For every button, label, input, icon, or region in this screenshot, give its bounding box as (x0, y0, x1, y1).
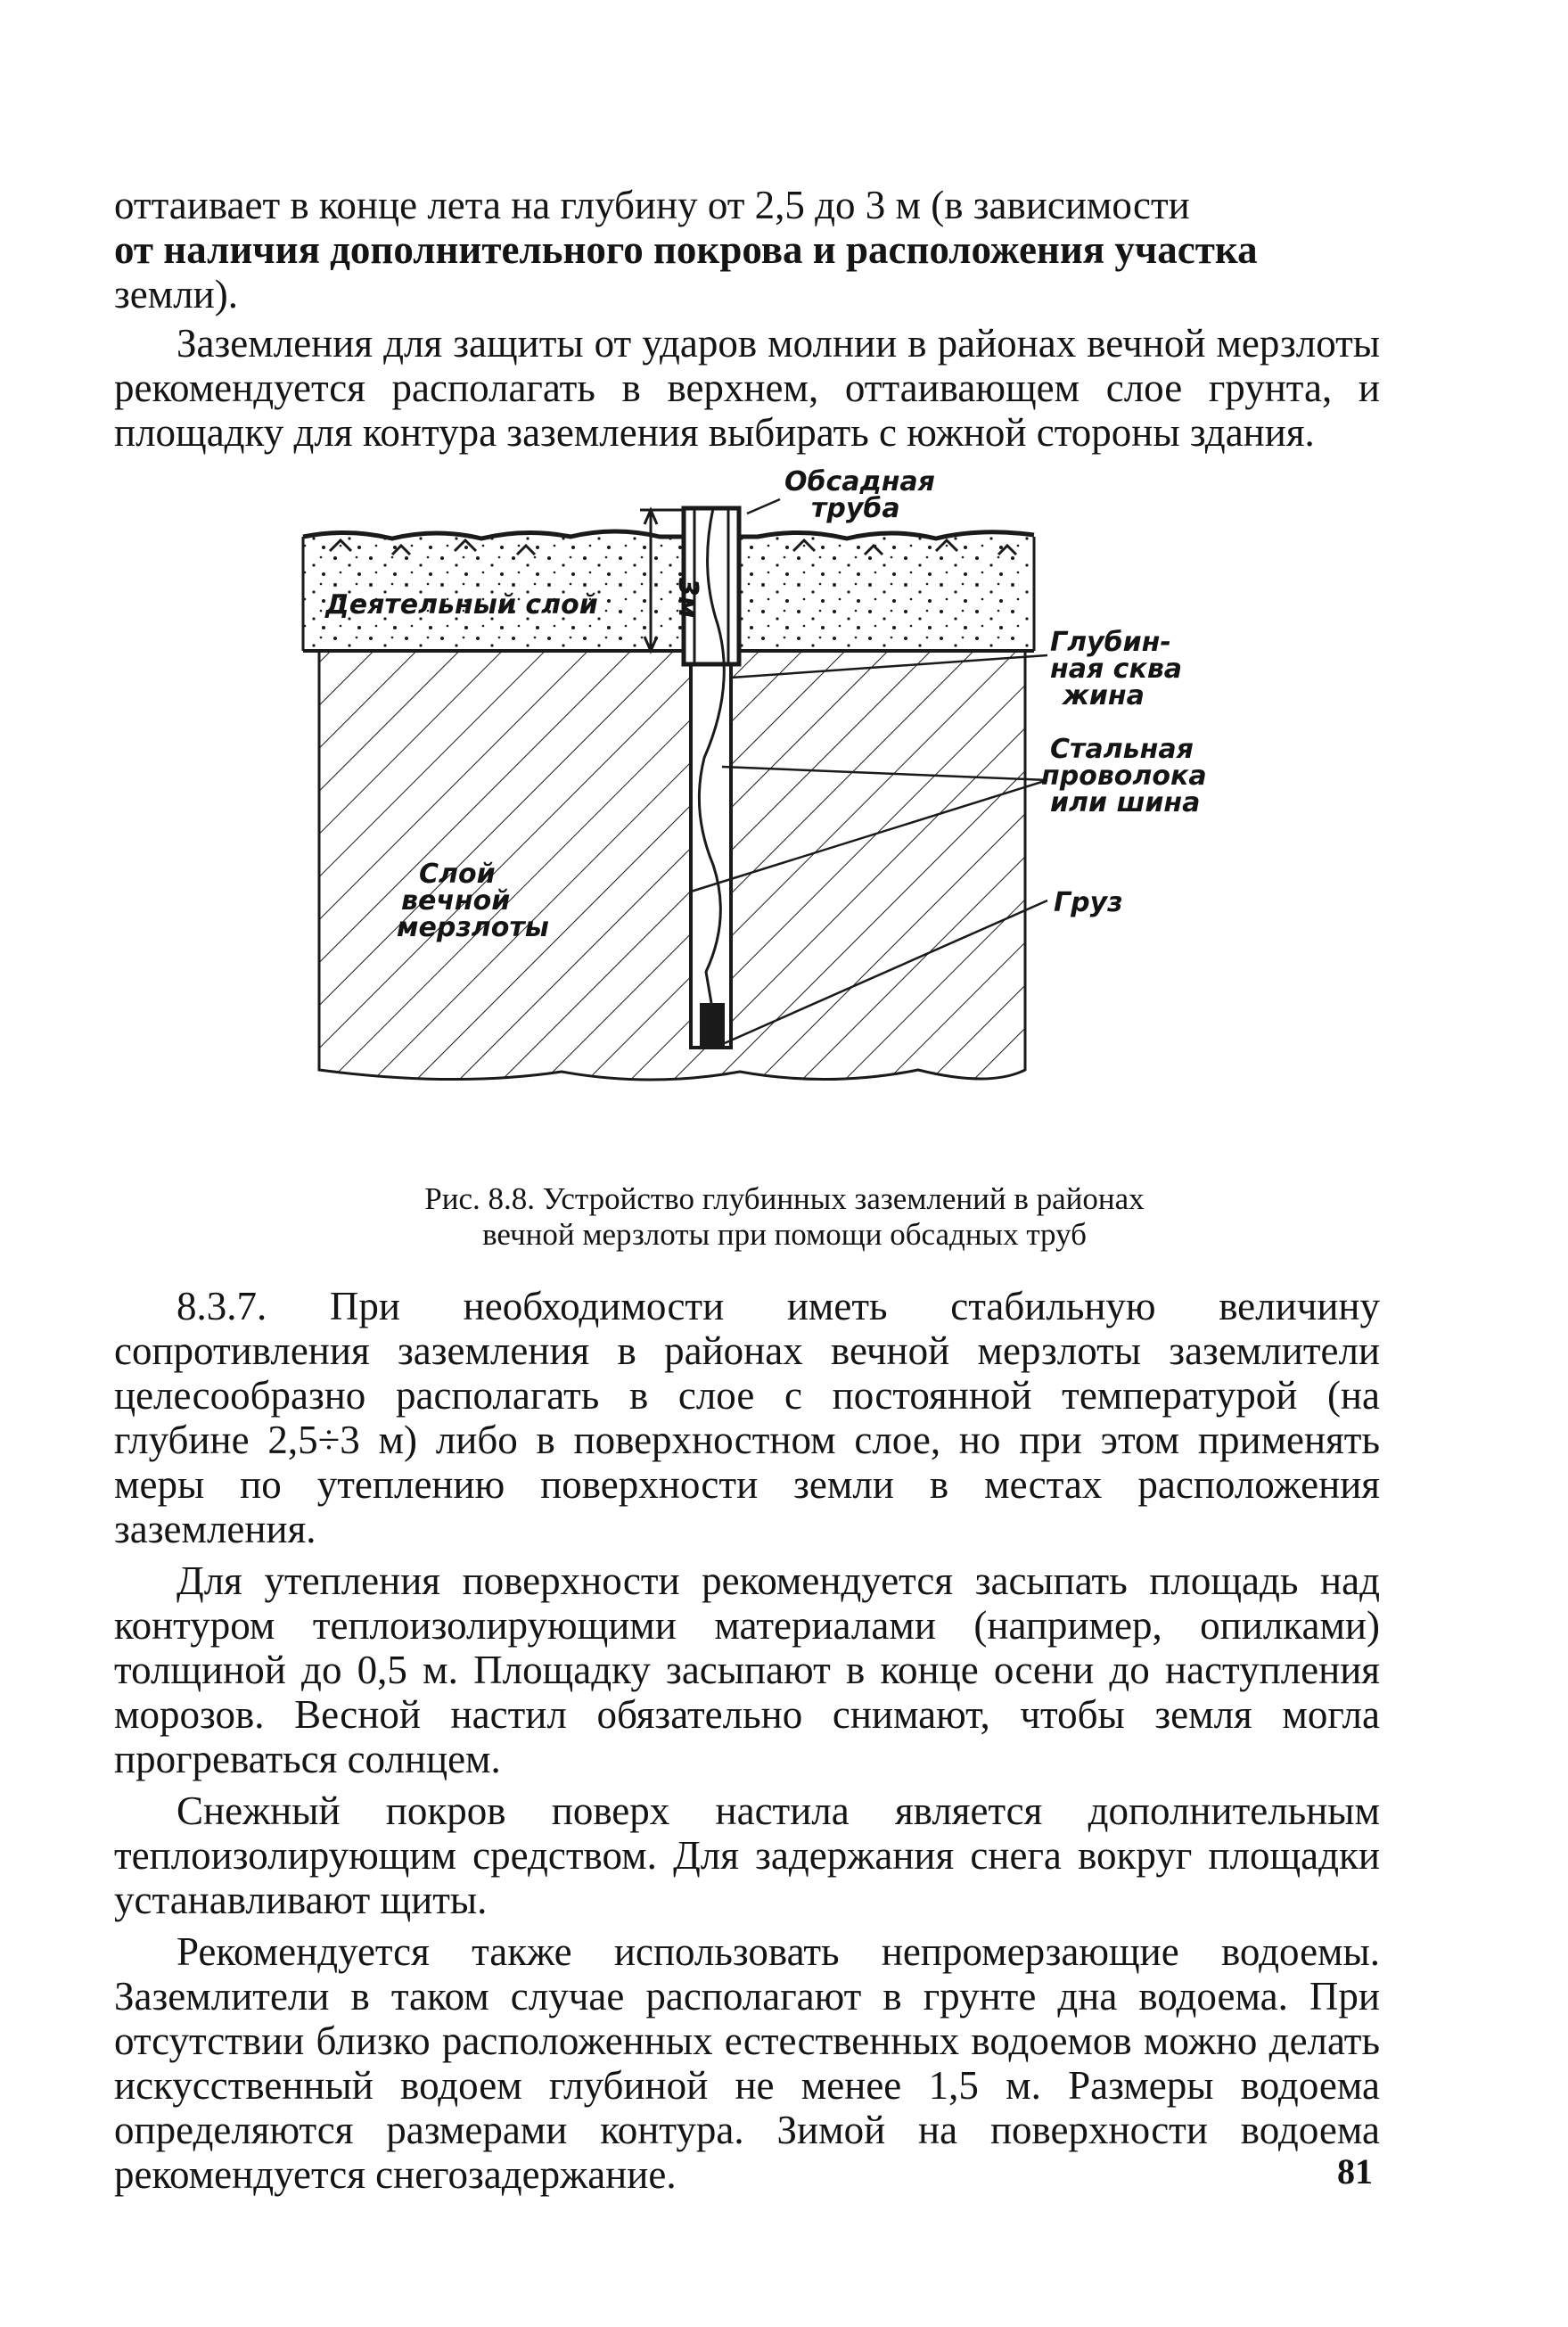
weight (700, 1003, 725, 1048)
caption-line-1: Рис. 8.8. Устройство глубинных заземлений в районах (424, 1181, 1145, 1216)
paragraph-grounding-lightning (114, 321, 1380, 455)
paragraph-8-3-7: 8.3.7. При необходимости иметь стабильную величину сопротивления заземления в районах вечной мерзлоты заземлители целесообразно располагать в слое с постоянной температурой (на глубине 2,5÷3 м) либо в поверхностном слое, но при этом применять меры по утеплению поверхности земли в местах расположения заземления. (114, 1284, 1380, 1551)
figure-8-8 (294, 466, 1207, 1150)
paragraph-1: Заземления для защиты от ударов молнии в районах вечной мерзлоты рекомендуется располагать в верхнем, оттаивающем слое грунта, и площадку для контура заземления выбирать с южной стороны здания. (114, 321, 1380, 455)
label-deep-well-1: Глубин- (1050, 627, 1171, 658)
label-casing-pipe-1: Обсадная (784, 466, 935, 497)
label-permafrost-3: мерзлоты (397, 912, 549, 943)
label-steel-wire-3: или шина (1050, 787, 1201, 818)
label-weight: Груз (1054, 887, 1123, 918)
depth-label: 3м (672, 578, 703, 619)
intro-line-1: оттаивает в конце лета на глубину от 2,5 до 3 м (в зависимости (114, 183, 1190, 227)
caption-line-2: вечной мерзлоты при помощи обсадных труб (482, 1217, 1087, 1252)
paragraph-snow-cover: Снежный покров поверх настила является дополнительным теплоизолирующим средством. Для задержания снега вокруг площадки устанавливают щиты. (114, 1788, 1380, 1922)
label-permafrost-1: Слой (419, 859, 496, 890)
intro-text (114, 183, 1380, 317)
label-steel-wire-1: Стальная (1050, 734, 1194, 765)
body-text (114, 1284, 1380, 2197)
intro-line-3: земли). (114, 272, 238, 317)
label-steel-wire-2: проволока (1041, 761, 1207, 792)
label-casing-pipe-2: труба (811, 493, 900, 524)
intro-line-2: от наличия дополнительного покрова и расположения участка (114, 227, 1258, 272)
label-deep-well-3: жина (1063, 680, 1145, 711)
label-deep-well-2: ная сква (1050, 654, 1183, 685)
grounding-diagram (294, 466, 1207, 1150)
page-number: 81 (1337, 2151, 1373, 2191)
label-permafrost-2: вечной (401, 885, 511, 917)
figure-caption (267, 1181, 1301, 1253)
label-active-layer: Деятельный слой (325, 589, 598, 621)
paragraph-water-bodies: Рекомендуется также использовать непромерзающие водоемы. Заземлители в таком случае располагают в грунте дна водоема. При отсутствии близко расположенных естественных водоемов можно делать искусственный водоем глубиной не менее 1,5 м. Размеры водоема определяются размерами контура. Зимой на поверхности водоема рекомендуется снегозадержание. (114, 1929, 1380, 2197)
paragraph-insulation: Для утепления поверхности рекомендуется засыпать площадь над контуром теплоизолирующими материалами (например, опилками) толщиной до 0,5 м. Площадку засыпают в конце осени до наступления морозов. Весной настил обязательно снимают, чтобы земля могла прогреваться солнцем. (114, 1558, 1380, 1781)
